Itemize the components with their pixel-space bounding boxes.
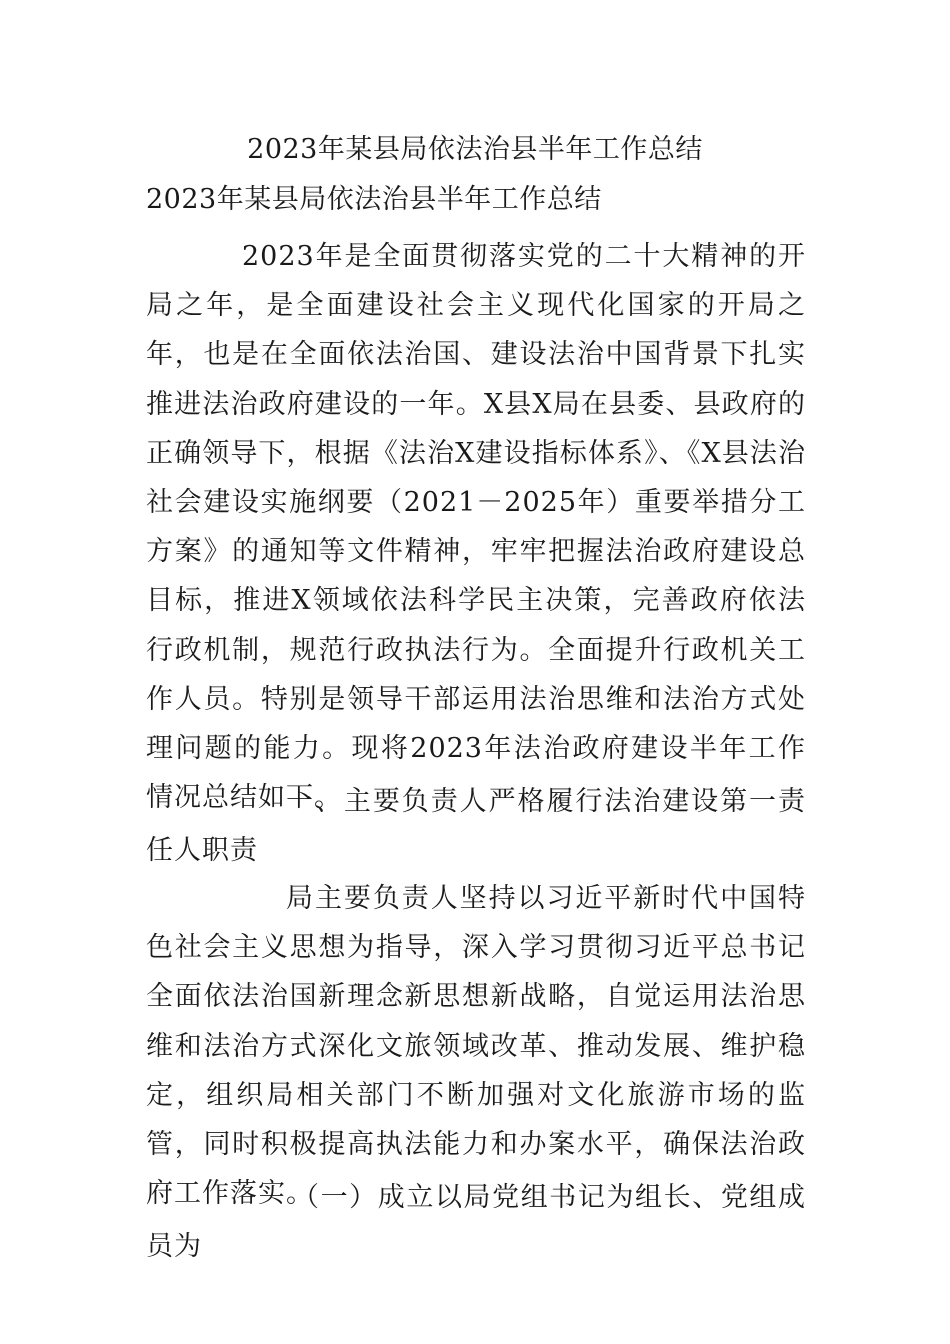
document-subtitle: 2023年某县局依法治县半年工作总结 — [146, 184, 602, 215]
paragraph-intro: 2023年是全面贯彻落实党的二十大精神的开局之年，是全面建设社会主义现代化国家的开局之年，也是在全面依法治国、建设法治中国背景下扎实推进法治政府建设的一年。X县X局在县委、县政府的正确领导下，根据《法治X建设指标体系》、《X县法治社会建设实施纲要（2021－2025年）重要举措分工方案》的通知等文件精神，牢牢把握法治政府建设总目标，推进X领域依法科学民主决策，完善政府依法行政机制，规范行政执法行为。全面提升行政机关工作人员。特别是领导干部运用法治思维和法治方式处理问题的能力。现将2023年法治政府建设半年工作情况总结如下。 — [146, 241, 806, 814]
subsection-heading-1: （一）成立以局党组书记为组长、党组成员为 — [146, 1182, 806, 1263]
document-title: 2023年某县局依法治县半年工作总结 — [247, 134, 703, 165]
section-heading-1: 一、主要负责人严格履行法治建设第一责任人职责 — [146, 786, 806, 867]
paragraph-section-1: 局主要负责人坚持以习近平新时代中国特色社会主义思想为指导，深入学习贯彻习近平总书记全面依法治国新理念新思想新战略，自觉运用法治思维和法治方式深化文旅领域改革、推动发展、维护稳定，组织局相关部门不断加强对文化旅游市场的监管，同时积极提高执法能力和办案水平，确保法治政府工作落实。 — [146, 883, 806, 1210]
